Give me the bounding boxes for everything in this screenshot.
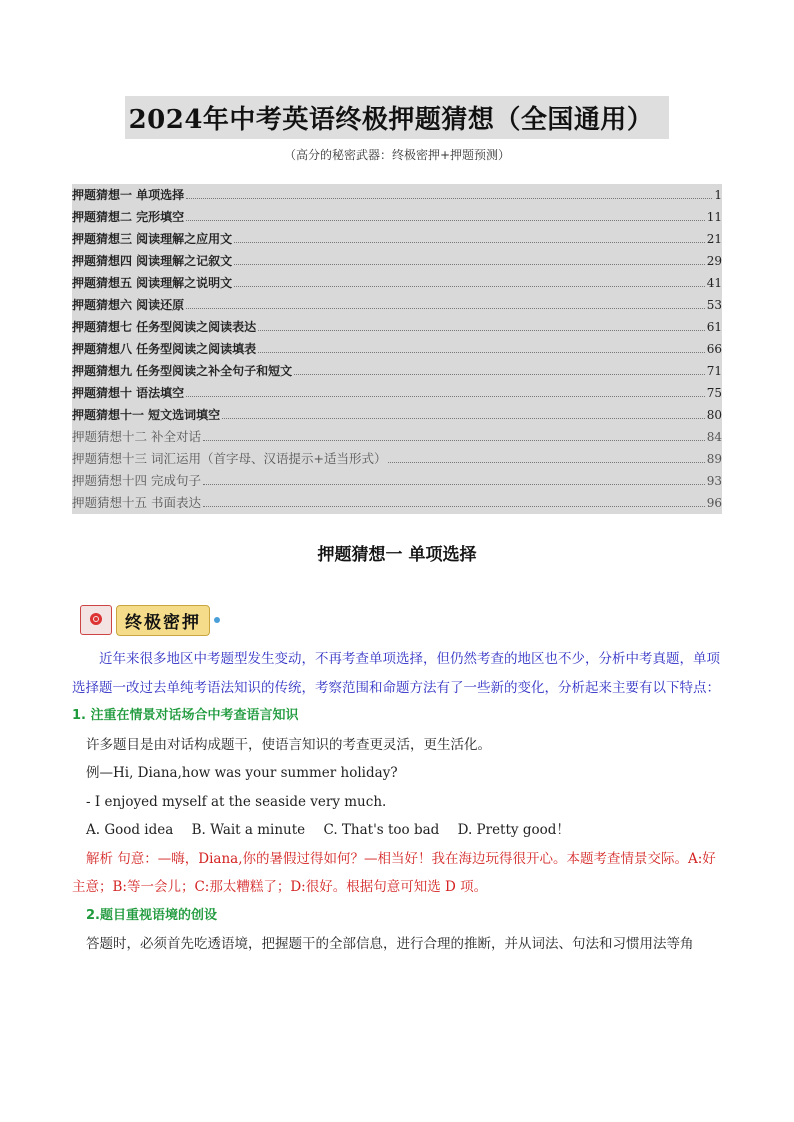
- toc-entry[interactable]: [72, 316, 722, 338]
- toc-dot-leader: [203, 476, 705, 485]
- toc-entry[interactable]: [72, 492, 722, 514]
- toc-entry-page: 29: [706, 254, 722, 268]
- option-d: D. Pretty good！: [457, 822, 570, 838]
- toc-entry-label: 押题猜想三 阅读理解之应用文: [72, 232, 233, 246]
- toc-entry[interactable]: [72, 250, 722, 272]
- intro-paragraph: 近年来很多地区中考题型发生变动，不再考查单项选择，但仍然考查的地区也不少，分析中考真题，单项选择题一改过去单纯考语法知识的传统，考察范围和命题方法有了一些新的变化，分析起来主要有以下特点：: [72, 651, 720, 696]
- toc-entry-label: 押题猜想十三 词汇运用（首字母、汉语提示+适当形式）: [72, 451, 387, 466]
- toc-dot-leader: [186, 190, 712, 199]
- toc-entry-label: 押题猜想十四 完成句子: [72, 473, 201, 488]
- toc-entry[interactable]: [72, 382, 722, 404]
- toc-entry[interactable]: [72, 426, 722, 448]
- example-answer: - I enjoyed myself at the seaside very much.: [86, 793, 387, 810]
- toc-entry[interactable]: [72, 448, 722, 470]
- point-2-text: 答题时，必须首先吃透语境，把握题干的全部信息，进行合理的推断，并从词法、句法和习惯用法等角: [86, 936, 694, 952]
- option-c: C. That's too bad: [323, 822, 440, 838]
- toc-entry-page: 21: [706, 232, 722, 246]
- option-a: A. Good idea: [86, 822, 174, 838]
- toc-entry[interactable]: [72, 360, 722, 382]
- toc-entry[interactable]: [72, 272, 722, 294]
- toc-entry[interactable]: [72, 184, 722, 206]
- toc-entry-label: 押题猜想八 任务型阅读之阅读填表: [72, 342, 257, 356]
- toc-entry[interactable]: [72, 470, 722, 492]
- toc-entry-page: 89: [706, 452, 722, 466]
- toc-dot-leader: [203, 432, 705, 441]
- toc-entry-label: 押题猜想十五 书面表达: [72, 495, 201, 510]
- point-1-text: 许多题目是由对话构成题干，使语言知识的考查更灵活，更生活化。: [86, 736, 491, 753]
- toc-entry-label: 押题猜想六 阅读还原: [72, 298, 185, 312]
- toc-entry-page: 75: [706, 386, 722, 400]
- badge-label: 终极密押: [116, 605, 210, 636]
- toc-entry[interactable]: [72, 206, 722, 228]
- document-title: 2024年中考英语终极押题猜想（全国通用）: [125, 96, 670, 139]
- toc-entry-label: 押题猜想一 单项选择: [72, 188, 185, 202]
- toc-entry-page: 11: [706, 210, 722, 224]
- toc-entry-label: 押题猜想二 完形填空: [72, 210, 185, 224]
- bullet-dot-icon: [214, 617, 220, 623]
- toc-entry-page: 93: [706, 474, 722, 488]
- section-heading: 押题猜想一 单项选择: [317, 545, 477, 565]
- toc-entry-page: 41: [706, 276, 722, 290]
- toc-entry[interactable]: [72, 338, 722, 360]
- title-area: [0, 96, 794, 139]
- toc-entry-page: 96: [706, 496, 722, 510]
- table-of-contents: [72, 184, 722, 514]
- section-badge: [80, 604, 220, 636]
- toc-dot-leader: [186, 388, 705, 397]
- toc-entry-page: 84: [706, 430, 722, 444]
- point-1-heading: 1. 注重在情景对话场合中考查语言知识: [72, 708, 299, 723]
- toc-entry-page: 66: [706, 342, 722, 356]
- example-question: 例—Hi, Diana,how was your summer holiday?: [86, 765, 398, 781]
- toc-dot-leader: [203, 498, 705, 507]
- toc-dot-leader: [234, 256, 705, 265]
- toc-entry[interactable]: [72, 228, 722, 250]
- toc-entry-label: 押题猜想四 阅读理解之记叙文: [72, 254, 233, 268]
- option-b: B. Wait a minute: [191, 822, 306, 838]
- point-2-heading: 2.题目重视语境的创设: [86, 907, 217, 923]
- toc-entry[interactable]: [72, 404, 722, 426]
- toc-entry-page: 1: [714, 188, 722, 202]
- toc-dot-leader: [234, 278, 705, 287]
- document-subtitle: （高分的秘密武器：终极密押+押题预测）: [283, 148, 511, 162]
- options-line: [72, 816, 724, 845]
- toc-dot-leader: [258, 344, 705, 353]
- target-icon: [80, 605, 112, 635]
- analysis-paragraph: 解析 句意：—嗨，Diana,你的暑假过得如何？—相当好！我在海边玩得很开心。本题考查情景交际。A:好主意；B:等一会儿；C:那太糟糕了；D:很好。根据句意可知选 D 项。: [72, 850, 716, 895]
- body-content: [72, 645, 724, 959]
- toc-dot-leader: [234, 234, 705, 243]
- toc-entry-label: 押题猜想十 语法填空: [72, 386, 185, 400]
- toc-entry-page: 71: [706, 364, 722, 378]
- toc-dot-leader: [294, 366, 705, 375]
- toc-dot-leader: [258, 322, 705, 331]
- toc-entry-label: 押题猜想十二 补全对话: [72, 429, 201, 444]
- toc-entry[interactable]: [72, 294, 722, 316]
- toc-dot-leader: [222, 410, 705, 419]
- toc-dot-leader: [186, 300, 705, 309]
- toc-entry-page: 61: [706, 320, 722, 334]
- toc-entry-label: 押题猜想七 任务型阅读之阅读表达: [72, 320, 257, 334]
- toc-entry-label: 押题猜想九 任务型阅读之补全句子和短文: [72, 364, 293, 378]
- toc-entry-label: 押题猜想十一 短文选词填空: [72, 408, 221, 422]
- toc-dot-leader: [186, 212, 705, 221]
- toc-entry-page: 53: [706, 298, 722, 312]
- toc-entry-label: 押题猜想五 阅读理解之说明文: [72, 276, 233, 290]
- toc-dot-leader: [388, 454, 704, 463]
- toc-entry-page: 80: [706, 408, 722, 422]
